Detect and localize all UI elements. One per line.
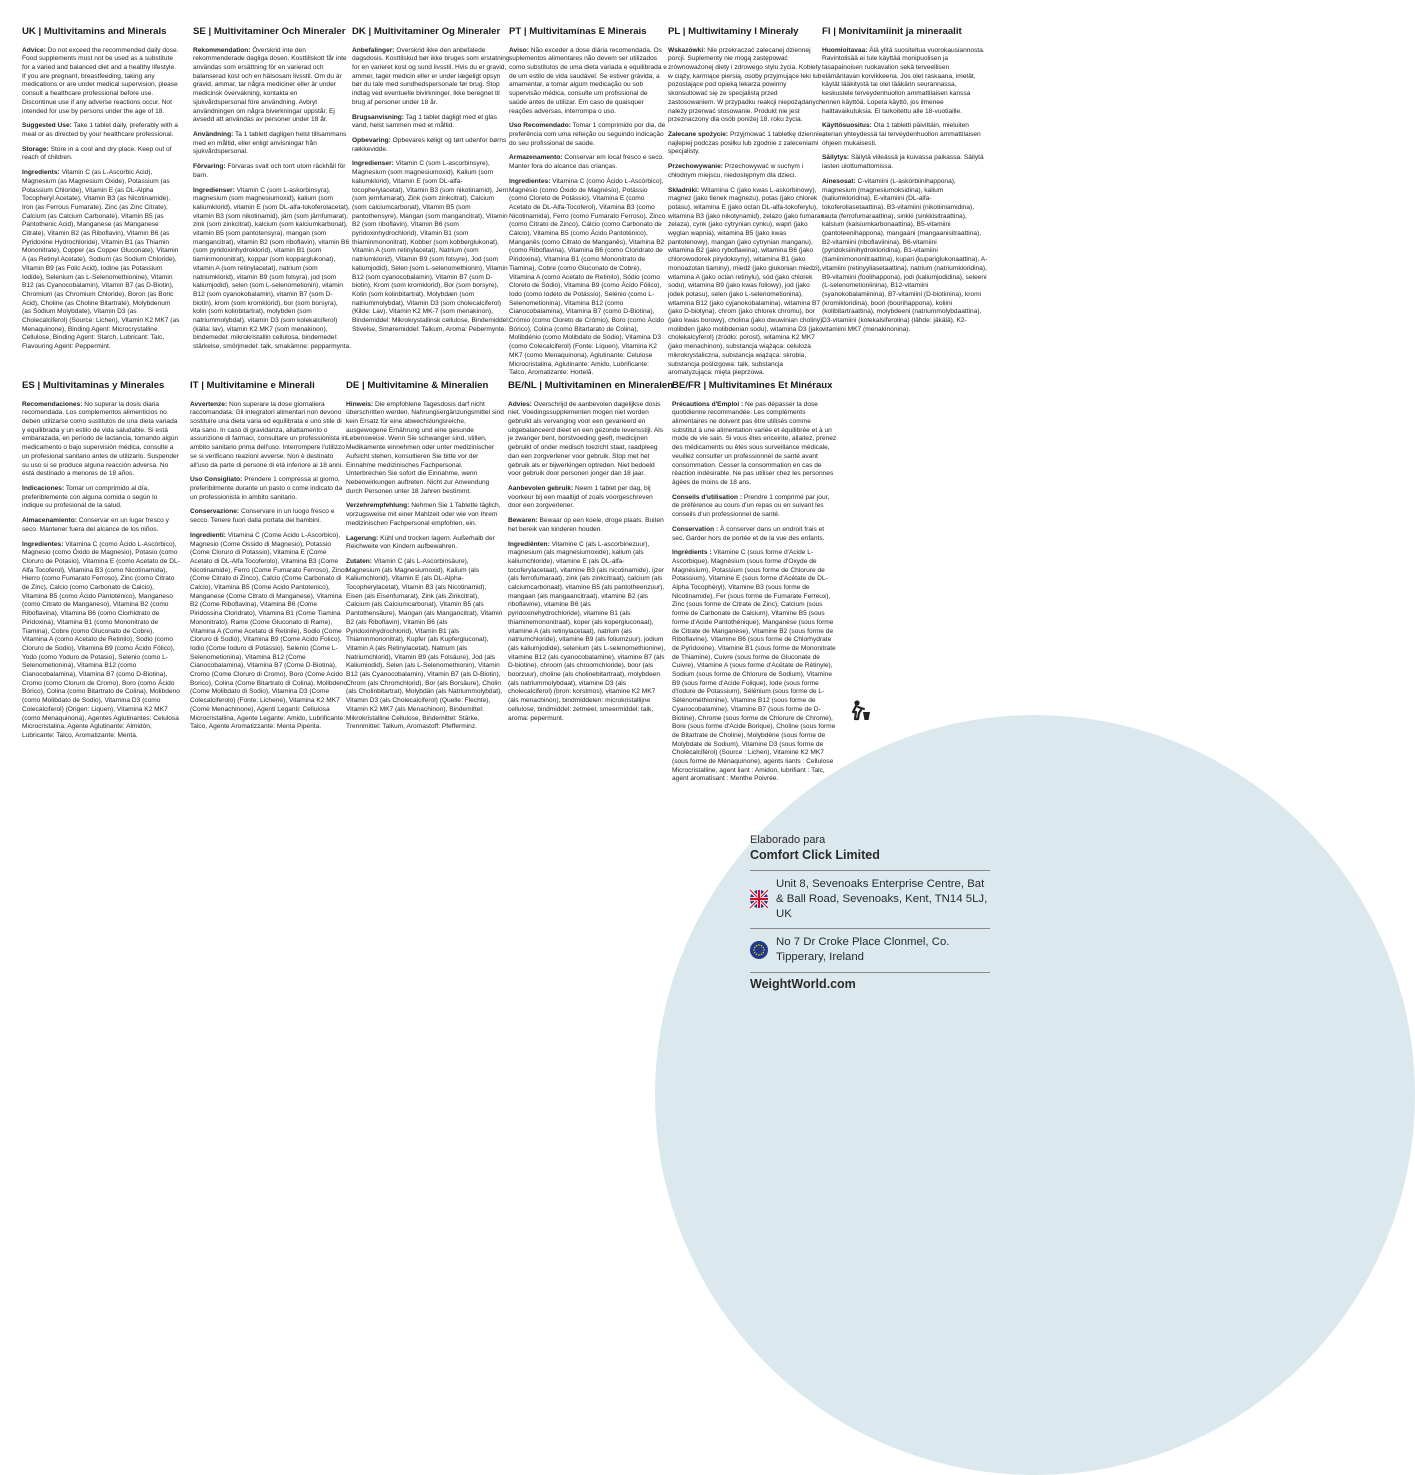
panel-title: BE/FR | Multivitamines Et Minéraux: [672, 380, 833, 391]
ingredients-block: Ingredienti: Vitamina C (Come Acido L-Ascorbico), Magnesio (Come Ossido di Magnesio), Potassio (Come Cloruro di Potassio), Vitamina E (Come Acetato di DL-Alfa Tocoferolo), Vitamina B3 (Come Nicotinamide), Ferro (Come Fumarato Ferroso), Zinco (Come Citrato di Zinco), Calcio (Come Carbonato di Calcio), Vitamina B5 (Come Acido Pantotenico), Manganese (Come Citrato di Manganese), Vitamina B2 (Come Riboflavina), Vitamina B6 (Come Piridossina Cloridrato), Vitamina B1 (Come Tiamina Mononitrato), Rame (Come Gluconato di Rame), Vitamina A (Come Acetato di Retinile), Sodio (Come Cloruro di Sodio), Vitamina B9 (Come Acido Folico), Iodio (Come Ioduro di Potassio), Selenio (Come L-Selenometionina), Vitamina B12 (Come Cianocobalamina), Vitamina B7 (Come D-Biotina), Cromo (Come Cloruro di Cromo), Boro (Come Acido Borico), Colina (Come Bitartrato di Colina), Molibdeno (Come Molibdato di Sodio), Vitamina D3 (Come Colecalciferolo) (Fonte: Lichene), Vitamina K2 MK7 (Come Menachinone), Agenti Leganti: Cellulosa Microcristallina, Agente Legante: Amido, Lubrificante: Talco, Agente Aromatizzante: Menta Piperita.: [190, 531, 348, 731]
uk-flag-icon: [750, 890, 768, 908]
ingredients-block: Ingrédients : Vitamine C (sous forme d'Acide L-Ascorbique), Magnésium (sous forme d'Oxyde de Magnésium), Potassium (sous forme de Chlorure de Potassium), Vitamine E (sous forme d'Acétate de DL-Alpha Tocophéryl), Vitamine B3 (sous forme de Nicotinamide), Fer (sous forme de Fumarate Ferreux), Zinc (sous forme de Citrate de Zinc), Calcium (sous forme de Carbonate de Calcium), Vitamine B5 (sous forme d'Acide Pantothénique), Manganèse (sous forme de Citrate de Manganèse), Vitamine B2 (sous forme de Riboflavine), Vitamine B6 (sous forme de Chlorhydrate de Pyridoxine), Vitamine B1 (sous forme de Mononitrate de Thiamine), Cuivre (sous forme de Gluconate de Cuivre), Vitamine A (sous forme d'Acétate de Rétinyle), Sodium (sous forme de Chlorure de Sodium), Vitamine B9 (sous forme d'Acide Folique), Iode (sous forme d'Iodure de Potassium), Sélénium (sous forme de L-Sélénométhionine), Vitamine B12 (sous forme de Cyanocobalamine), Vitamine B7 (sous forme de D-Biotine), Chrome (sous forme de Chlorure de Chrome), Bore (sous forme d'Acide Borique), Choline (sous forme de Bitartrate de Choline), Molybdène (sous forme de Molybdate de Sodium), Vitamine D3 (sous forme de Cholécalciférol) (Source : Lichen), Vitamine K2 MK7 (sous forme de Ménaquinone), agents liants : Cellulose Microcristalline, agent liant : Amidon, lubrifiant : Talc, agent aromatisant : Menthe Poivrée.: [672, 549, 836, 783]
panel-be-nl: [508, 380, 674, 790]
company-info: [750, 834, 990, 991]
ingredients-block: Zutaten: Vitamin C (als L-Ascorbinsäure), Magnesium (als Magnesiumoxid), Kalium (als Kaliumchlorid), Vitamin E (als DL-Alpha-Tocopherylacetat), Vitamin B3 (als Nicotinamid), Eisen (als Eisenfumarat), Zink (als Zinkcitrat), Calcium (als Calciumcarbonat), Vitamin B5 (als Pantothensäure), Mangan (als Mangancitrat), Vitamin B2 (als Riboflavin), Vitamin B6 (als Pyridoxinhydrochlorid), Vitamin B1 (als Thiaminmononitrat), Kupfer (als Kupfergluconat), Vitamin A (als Retinylacetat), Natrium (als Natriumchlorid), Vitamin B9 (als Folsäure), Jod (als Kaliumiodid), Selen (als L-Selenomethionin), Vitamin B12 (als Cyanocobalamin), Vitamin B7 (als D-Biotin), Chrom (als Chromchlorid), Bor (als Borsäure), Cholin (als Cholinbitartrat), Molybdän (als Natriummolybdat), Vitamin D3 (als Cholecalciferol) (Quelle: Flechte), Vitamin K2 MK7 (als Menachinon), Bindemittel: Mikrokristalline Cellulose, Bindemittel: Stärke, Trennmittel: Talkum, Aromastoff: Pfefferminz.: [346, 557, 503, 731]
advice-block: Advies: Overschrijd de aanbevolen dagelijkse dosis niet. Voedingssupplementen mogen niet worden gebruikt als vervanging voor een gevarieerd en uitgebalanceerd dieet en een gezonde levensstijl. Als je zwanger bent, borstvoeding geeft, medicijnen gebruikt of onder medisch toezicht staat, raadpleeg dan een zorgverlener voor gebruik. Stop met het gebruik als er bijwerkingen optreden. Niet bedoeld voor gebruik door personen jonger dan 18 jaar.: [508, 400, 664, 478]
ie-address-row: [750, 933, 990, 967]
usage-block: Käyttösuositus: Ota 1 tabletti päivittäin, mieluiten aterian yhteydessä tai terveydenhuollon ammattilaisen ohjeen mukaisesti.: [822, 122, 981, 147]
panel-title: UK | Multivitamins and Minerals: [22, 26, 167, 37]
divider: [750, 972, 990, 973]
advice-block: Précautions d'Emploi : Ne pas dépasser la dose quotidienne recommandée. Les compléments alimentaires ne doivent pas être utilisés comme substitut à une alimentation variée et équilibrée et à un mode de vie sain. Si vous êtes enceinte, allaitez, prenez des médicaments ou êtes sous surveillance médicale, veuillez consulter un professionnel de santé avant consommation. Cesser la consommation en cas de réaction indésirable. Ne pas utiliser chez les personnes âgées de moins de 18 ans.: [672, 400, 837, 486]
ingredients-block: Ingrediënten: Vitamine C (als L-ascorbinezuur), magnesium (als magnesiumoxide), kalium (als kaliumchloride), vitamine E (als DL-alfa-tocoferylacetaat), vitamine B3 (als nicotinamide), ijzer (als ferrofumaraat), zink (als zinkcitraat), calcium (als calciumcarbonaat), vitamine B5 (als pantotheenzuur), mangaan (als mangaancitraat), vitamine B2 (als riboflavine), vitamine B6 (als pyridoxinehydrochloride), vitamine B1 (als thiaminemononitraat), koper (als kopergluconaat), vitamine A (als retinylacetaat), natrium (als natriumchloride), vitamine B9 (als foliumzuur), jodium (als kaliumjodide), selenium (als L-selenomethionine), vitamine B12 (als cyanocobalamine), vitamine B7 (als D-biotine), chroom (als chroomchloride), boor (als boorzuur), choline (als cholinebitartraat), molybdeen (als natriummolybdaat), vitamine D3 (als cholecalciferol) (bron: korstmos), vitamine K2 MK7 (als menachinon), bindmiddelen: microkristallijne cellulose, bindmiddel: zetmeel, smeermiddel: talk, aroma: pepermunt.: [508, 540, 666, 722]
produced-for-label: Elaborado para: [750, 834, 826, 846]
panel-it: [190, 380, 348, 790]
storage-block: Lagerung: Kühl und trocken lagern. Außerhalb der Reichweite von Kindern aufbewahren.: [346, 534, 495, 551]
ie-address: No 7 Dr Croke Place Clonmel, Co. Tipperary, Ireland: [776, 936, 950, 964]
panel-de: [346, 380, 504, 790]
panel-es: [22, 380, 180, 790]
advice-block: Avvertenze: Non superare la dose giornaliera raccomandata. Gli integratori alimentari non devono sostituire una dieta varia ed equilibrata e uno stile di vita sano. In caso di gravidanza, allattamento o assunzione di farmaci, consultare un professionista in ambito sanitario prima dell'uso. Interrompere l'utilizzo se si verificano reazioni avverse. Non è destinato all'uso da parte di persone di età inferiore ai 18 anni.: [190, 400, 347, 469]
usage-block: Conseils d'utilisation : Prendre 1 comprimé par jour, de préférence au cours d'un repas ou en suivant les conseils d'un professionnel de santé.: [672, 493, 830, 519]
company-name: Comfort Click Limited: [750, 847, 880, 862]
storage-block: Säilytys: Säilytä viileässä ja kuivassa paikassa. Säilytä lasten ulottumattomissa.: [822, 154, 984, 171]
background-circle: [655, 715, 1415, 1475]
usage-block: Suggested Use: Take 1 tablet daily, preferably with a meal or as directed by your healthcare professional.: [22, 122, 178, 138]
usage-block: Zalecane spożycie: Przyjmować 1 tabletkę dziennie, najlepiej podczas posiłku lub zgodnie z zaleceniami specjalisty.: [668, 130, 825, 156]
storage-block: Almacenamiento: Conservar en un lugar fresco y seco. Mantener fuera del alcance de los niños.: [22, 517, 169, 533]
panel-uk: [22, 26, 180, 388]
advice-block: Wskazówki: Nie przekraczać zalecanej dziennej porcji. Suplementy nie mogą zastępować zrównoważonej diety i zdrowego stylu życia. Kobiety w ciąży, karmiące piersią, osoby przyjmujące leki lub pozostające pod opieką lekarza powinny skonsultować się ze specjalistą przed zastosowaniem. W przypadku reakcji niepożądanych należy przerwać stosowanie. Produkt nie jest przeznaczony dla osób poniżej 18. roku życia.: [668, 46, 823, 124]
storage-block: Przechowywanie: Przechowywać w suchym i chłodnym miejscu, niedostępnym dla dzieci.: [668, 163, 804, 179]
panel-fi: [822, 26, 988, 388]
divider: [750, 928, 990, 929]
usage-block: Användning: Ta 1 tablett dagligen helst tillsammans med en måltid, eller enligt anvisningar från sjukvårdspersonal.: [193, 130, 347, 156]
ingredients-block: Ingredientes: Vitamina C (como Ácido L-Ascórbico), Magnesio (como Óxido de Magnesio), Potasio (como Cloruro de Potasio), Vitamina E (como Acetato de DL-Alfa Tocoferol), Vitamina B3 (como Nicotinamida), Hierro (como Fumarato Ferroso), Zinc (como Citrato de Zinc), Calcio (como Carbonato de Calcio), Vitamina B5 (como Ácido Pantoténico), Manganeso (como Citrato de Manganeso), Vitamina B2 (como Riboflavina), Vitamina B6 (como Clorhidrato de Piridoxina), Vitamina B1 (como Mononitrato de Tiamina), Cobre (como Gluconato de Cobre), Vitamina A (como Acetato de Retinilo), Sodio (como Cloruro de Sodio), Vitamina B9 (como Ácido Fólico), Yodo (como Yoduro de Potasio), Selenio (como L-Selenometionina), Vitamina B12 (como Cianocobalamina), Vitamina B7 (como D-Biotina), Cromo (como Cloruro de Cromo), Boro (como Ácido Bórico), Colina (como Bitartrato de Colina), Molibdeno (como Molibdato de Sodio), Vitamina D3 (como Colecalciferol) (Origen: Liquen), Vitamina K2 MK7 (como Menaquinona), Agentes Aglutinantes: Celulosa Microcristalina, Agente Aglutinante: Almidón, Lubricante: Talco, Aromatizante: Menta.: [22, 540, 180, 739]
panel-se: [193, 26, 351, 388]
tidyman-icon: [848, 697, 874, 723]
usage-block: Uso Consigliato: Prendere 1 compressa al giorno, preferibilmente durante un pasto o come indicato da un professionista in ambito sanitario.: [190, 476, 343, 501]
advice-block: Rekommendation: Överskrid inte den rekommenderade dagliga dosen. Kosttillskott får inte användas som ersättning för en varierad och balanserad kost och en hälsosam livsstil. Om du är gravid, ammar, tar några mediciner eller är under medicinsk övervakning, kontakta en sjukvårdspersonal före användning. Avbryt användningen om några biverkningar uppstår. Ej avsedd att användas av personer under 18 år.: [193, 46, 347, 124]
panel-title: DK | Multivitaminer Og Mineraler: [352, 26, 501, 37]
panel-title: PT | Multivitamínas E Minerais: [509, 26, 647, 37]
panel-be-fr: [672, 380, 837, 783]
advice-block: Hinweis: Die empfohlene Tagesdosis darf nicht überschritten werden. Nahrungsergänzungsmittel sind kein Ersatz für eine abwechslungsreiche, ausgewogene Ernährung und eine gesunde Lebensweise. Wenn Sie schwanger sind, stillen, Medikamente einnehmen oder unter medizinischer Aufsicht stehen, konsultieren Sie bitte vor der Einnahme medizinisches Fachpersonal. Unterbrechen Sie sofort die Einnahme, wenn Nebenwirkungen auftreten. Nicht zur Anwendung durch Personen unter 18 Jahren bestimmt.: [346, 400, 504, 495]
brand-name: WeightWorld.com: [750, 976, 856, 991]
uk-address-row: [750, 875, 990, 924]
panel-pt: [509, 26, 667, 388]
uk-address: Unit 8, Sevenoaks Enterprise Centre, Bat & Ball Road, Sevenoaks, Kent, TN14 5LJ, UK: [776, 877, 988, 921]
panel-title: DE | Multivitamine & Mineralien: [346, 380, 489, 391]
ingredients-block: Ainesosat: C-vitamiini (L-askorbiinihappona), magnesium (magnesiumoksidina), kalium (kaliumkloridina), E-vitamiini (DL-alfa-tokoferoliasetaattina), B3-vitamiini (nikotiiniamidina), rauta (ferrofumaraattina), sinkki (sinkkisitraattina), kalsium (kalsiumkarbonaattina), B5-vitamiini (pantoteenihappona), mangaani (mangaanisitraattina), B2-vitamiini (riboflaviinina), B6-vitamiini (pyridoksiinihydrokloridina), B1-vitamiini (tiamiinimononitraattina), kupari (kupariglukonaattina), A-vitamiini (retinyyliasetaattina), natrium (natriumkloridina), B9-vitamiini (foolihappona), jodi (kaliumjodidina), seleeni (L-selenometioniinina), B12-vitamiini (syanokobalamiinina), B7-vitamiini (D-biotiinina), kromi (kromikloridina), boori (boorihappona), koliini (kolibitartraattina), molybdeeni (natriummolybdaattina), D3-vitamiini (kolekalsiferolina) (lähde: jäkälä), K2-vitamiini MK7 (menakinonina).: [822, 177, 988, 333]
panel-title: PL | Multiwitaminy I Minerały: [668, 26, 799, 37]
ingredients-block: Składniki: Witamina C (jako kwas L-askorbinowy), magnez (jako tlenek magnezu), potas (jako chlorek potasu), witamina E (jako octan DL-alfa-tokoferylu), witamina B3 (jako nikotynamid), żelazo (jako fumaran żelaza), cynk (jako cytrynian cynku), wapń (jako węglan wapnia), witamina B5 (jako kwas pantotenowy), mangan (jako cytrynian manganu), witamina B2 (jako ryboflawina), witamina B6 (jako chlorowodorek pirydoksyny), witamina B1 (jako monoazotan tiaminy), miedź (jako glukonian miedzi), witamina A (jako octan retinylu), sód (jako chlorek sodu), witamina B9 (jako kwas foliowy), jod (jako jodek potasu), selen (jako L-selenometionina), witamina B12 (jako cyjanokobalamina), witamina B7 (jako D-biotyna), chrom (jako chlorek chromu), bor (jako kwas borowy), cholina (jako dwuwinian choliny), molibden (jako molibdenian sodu), witamina D3 (jako cholekalcyferol) (źródło: porost), witamina K2 MK7 (jako menachinon), substancja wiążąca: celuloza mikrokrystaliczna, substancja wiążąca: skrobia, substancja poślizgowa: talk, substancja aromatyzująca: mięta pieprzowa.: [668, 186, 825, 377]
advice-block: Recomendaciones: No superar la dosis diaria recomendada. Los complementos alimenticios no deben utilizarse como sustitutos de una dieta variada y equilibrada y un estilo de vida saludable. Si está embarazada, en período de lactancia, tomando algún medicamento o bajo supervisión médica, consulte a un profesional sanitario antes de utilizarlo. Suspender su uso si se produce alguna reacción adversa. No está destinado a menores de 18 años.: [22, 400, 179, 478]
usage-block: Brugsanvisning: Tag 1 tablet dagligt med et glas vand, helst sammen med et måltid.: [352, 113, 498, 130]
ingredients-block: Ingredienser: Vitamin C (som L-ascorbinsyre), Magnesium (som magnesiumoxid), Kalium (som kaliumklorid), Vitamin E (som DL-alfa-tocopherylacetat), Vitamin B3 (som nikotinamid), Jern (som jernfumarat), Zink (som zinkcitrat), Calcium (som calciumcarbonat), Vitamin B5 (som pantothensyre), Mangan (som mangancitrat), Vitamin B2 (som riboflavin), Vitamin B6 (som pyridoxinhydrochlorid), Vitamin B1 (som thiaminmononitrat), Kobber (som kobberglukonat), Vitamin A (som retinylacetat), Natrium (som natriumklorid), Vitamin B9 (som folsyre), Jod (som kaliumjodid), Selen (som L-selenomethionin), Vitamin B12 (som cyanocobalamin), Vitamin B7 (som D-biotin), Krom (som kromklorid), Bor (som borsyre), Kolin (som kolinbitartrat), Molybdæn (som natriummolybdat), Vitamin D3 (som cholecalciferol) (Kilde: Lav), Vitamin K2 MK-7 (som menakinon), Bindemiddel: Mikrokrystallinsk cellulose, Bindemiddel: Stivelse, Smøremiddel: Talkum, Aroma: Pebermynte.: [352, 160, 510, 333]
usage-block: Verzehrempfehlung: Nehmen Sie 1 Tablette täglich, vorzugsweise mit einer Mahlzeit oder wie von Ihrem medizinischen Fachpersonal empfohlen, ein.: [346, 502, 501, 527]
usage-block: Uso Recomendado: Tomar 1 comprimido por dia, de preferência com uma refeição ou seguindo indicação do seu profissional de saúde.: [509, 122, 666, 147]
ingredients-block: Ingredienser: Vitamin C (som L-askorbinsyra), magnesium (som magnesiumoxid), kalium (som kaliumklorid), vitamin E (som DL-alfa-tokoferolacetat), vitamin B3 (som nikotinamid), järn (som järnfumarat), zink (som zinkcitrat), kalcium (som kalciumkarbonat), vitamin B5 (som pantotensyra), mangan (som mangancitrat), vitamin B2 (som riboflavin), vitamin B6 (som pyridoxinhydroklorid), vitamin B1 (som tiaminmononitrat), koppar (som kopparglukonat), vitamin A (som retinylacetat), natrium (som natriumklorid), vitamin B9 (som folsyra), jod (som kaliumjodid), selen (som L-selenometionin), vitamin B12 (som cyanokobalamin), vitamin B7 (som D-biotin), krom (som kromklorid), bor (som borsyra), kolin (som kolinbitartrat), molybden (som natriummolybdat), vitamin D3 (som kolekalciferol) (källa: lav), vitamin K2 MK7 (som menakinon), bindemedel: mikrokristallin cellulosa, bindemedel: stärkelse, smörjmedel: talk, smakämne: pepparmynta.: [193, 186, 351, 351]
storage-block: Storage: Store in a cool and dry place. Keep out of reach of children.: [22, 145, 172, 162]
storage-block: Armazenamento: Conservar em local fresco e seco. Manter fora do alcance das crianças.: [509, 154, 665, 171]
ingredients-block: Ingredients: Vitamin C (as L-Ascorbic Acid), Magnesium (as Magnesium Oxide), Potassium (as Potassium Chloride), Vitamin E (as DL-Alpha Tocopheryl Acetate), Vitamin B3 (as Nicotinamide), Iron (as Ferrous Fumarate), Zinc (as Zinc Citrate), Calcium (as Calcium Carbonate), Vitamin B5 (as Pantothenic Acid), Manganese (as Manganese Citrate), Vitamin B2 (as Riboflavin), Vitamin B6 (as Pyridoxine Hydrochloride), Vitamin B1 (as Thiamin Mononitrate), Copper (as Copper Gluconate), Vitamin A (as Retinyl Acetate), Sodium (as Sodium Chloride), Vitamin B9 (as Folic Acid), Iodine (as Potassium Iodide), Selenium (as L-Selenomethionine), Vitamin B12 (as Cyanocobalamin), Vitamin B7 (as D-Biotin), Chromium (as Chromium Chloride), Boron (as Boric Acid), Choline (as Choline Bitartrate), Molybdenum (as Sodium Molybdate), Vitamin D3 (as Cholecalciferol) (Source: Lichen), Vitamin K2 MK7 (as Menaquinone), Binding Agent: Microcrystalline Cellulose, Binding Agent: Starch, Lubricant: Talc, Flavouring Agent: Peppermint.: [22, 169, 180, 351]
storage-block: Bewaren: Bewaar op een koele, droge plaats. Buiten het bereik van kinderen houden.: [508, 517, 664, 533]
advice-block: Anbefalinger: Overskrid ikke den anbefalede dagsdosis. Kosttilskud bør ikke bruges som erstatning for en varieret kost og sund livsstil. Hvis du er gravid, ammer, tager medicin eller er under lægeligt opsyn bør du tale med sundhedspersonale før brug. Stop indtag ved eventuelle bivirkninger. Ikke beregnet til brug af personer under 18 år.: [352, 46, 510, 106]
storage-block: Conservation : À conserver dans un endroit frais et sec. Garder hors de portée et de la vue des enfants.: [672, 525, 825, 542]
panel-pl: [668, 26, 826, 388]
usage-block: Aanbevolen gebruik: Neem 1 tablet per dag, bij voorkeur bij een maaltijd of zoals voorgeschreven door een zorgverlener.: [508, 484, 653, 510]
ingredients-block: Ingredientes: Vitamina C (como Ácido L-Ascórbico), Magnésio (como Óxido de Magnésio), Potássio (como Cloreto de Potássio), Vitamina E (como Acetato de DL-Alfa-Tocoferol), Vitamina B3 (como Nicotinamida), Ferro (como Fumarato Ferroso), Zinco (como Citrato de Zinco), Cálcio (como Carbonato de Cálcio), Vitamina B5 (como Ácido Pantoténico), Manganês (como Citrato de Manganês), Vitamina B2 (como Riboflavina), Vitamina B6 (como Cloridrato de Piridoxina), Vitamina B1 (como Mononitrato de Tiamina), Cobre (como Gluconato de Cobre), Vitamina A (como Acetato de Retinilo), Sódio (como Cloreto de Sódio), Vitamina B9 (como Ácido Fólico), Iodo (como Iodeto de Potássio), Selénio (como L-Selenometionina), Vitamina B12 (como Cianocobalamina), Vitamina B7 (como D-Biotina), Crómio (como Cloreto de Crómio), Boro (como Ácido Bórico), Colina (como Bitartarato de Colina), Molibdénio (como Molibdato de Sódio), Vitamina D3 (como Colecalciferol) (Fonte: Líquen), Vitamina K2 MK7 (como Menaquinona), Aglutinante: Celulose Microcristalina, Aglutinante: Amido, Lubrificante: Talco, Aromatizante: Hortelã.: [509, 177, 666, 377]
advice-block: Aviso: Não exceder a dose diária recomendada. Os suplementos alimentares não devem ser utilizados como substitutos de uma dieta variada e equilibrada e de um estilo de vida saudável. Se estiver grávida, a amamentar, a tomar algum medicação ou sob supervisão médica, consulte um profissional de saúde antes de utilizar. Em caso de quaisquer reações adversas, interrompa o uso.: [509, 46, 667, 115]
panel-title: BE/NL | Multivitaminen en Mineralen: [508, 380, 674, 391]
advice-block: Huomioitavaa: Älä ylitä suositeltua vuorokausiannosta. Ravintolisää ei tule käyttää monipuolisen ja tasapainoisen ruokavalion sekä terveellisen elämäntavan korvikkeena. Jos olet raskaana, imetät, käytät lääkitystä tai olet lääkärin seurannassa, keskustele terveydenhuollon ammattilaisen kanssa ennen käyttöä. Lopeta käyttö, jos ilmenee haittavaikutuksia. Ei tarkoitettu alle 18-vuotiaille.: [822, 46, 985, 115]
storage-block: Conservazione: Conservare in un luogo fresco e secco. Tenere fuori dalla portata dei bambini.: [190, 508, 335, 525]
eu-flag-icon: [750, 941, 768, 959]
panel-title: IT | Multivitamine e Minerali: [190, 380, 315, 391]
divider: [750, 870, 990, 871]
panel-dk: [352, 26, 510, 388]
advice-block: Advice: Do not exceed the recommended daily dose. Food supplements must not be used as a substitute for a varied and balanced diet and a healthy lifestyle. If you are pregnant, breastfeeding, taking any medications or are under medical supervision, please consult a healthcare professional before use. Discontinue use if any adverse reactions occur. Not intended for use by persons under the age of 18.: [22, 46, 179, 115]
panel-title: ES | Multivitaminas y Minerales: [22, 380, 165, 391]
storage-block: Opbevaring: Opbevares køligt og tørt udenfor børns rækkevidde.: [352, 136, 507, 153]
panel-title: FI | Monivitamiinit ja mineraalit: [822, 26, 962, 37]
usage-block: Indicaciones: Tomar un comprimido al día, preferiblemente con alguna comida o según lo indique su profesional de la salud.: [22, 484, 158, 510]
panel-title: SE | Multivitaminer Och Mineraler: [193, 26, 346, 37]
storage-block: Förvaring: Förvaras svalt och torrt utom räckhåll för barn.: [193, 163, 346, 179]
